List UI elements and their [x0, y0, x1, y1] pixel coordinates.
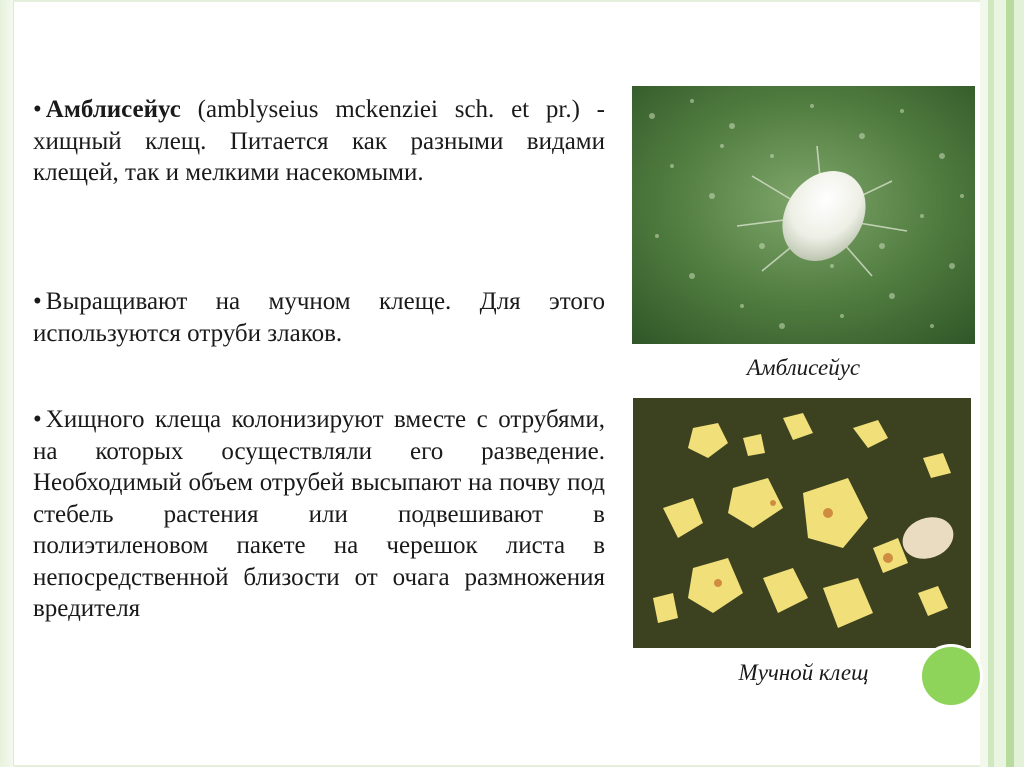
paragraph-text: Хищного клеща колонизируют вместе с отрубями, на которых осуществляли его разведение. Необходимый объем отрубей высыпают на почву под стебель растения или подвешивают в полиэтиленовом пакете на черешок листа в непосредственной близости от очага размножения вредителя	[33, 406, 605, 622]
slide-frame-right	[980, 0, 1024, 767]
bullet-marker: •	[33, 288, 42, 315]
paragraph-amblyseius	[33, 94, 605, 189]
paragraph-text: (amblyseius mckenziei sch. et pr.) - хищный клещ. Питается как разными видами клещей, так и мелкими насекомыми.	[33, 96, 605, 186]
paragraph-text: Выращивают на мучном клеще. Для этого используются отруби злаков.	[33, 288, 605, 347]
slide-frame-top	[13, 0, 980, 2]
paragraph-colonization	[33, 404, 605, 625]
bullet-marker: •	[33, 406, 42, 433]
paragraph-bold-term: Амблисейус	[45, 96, 181, 123]
slide-frame-left	[0, 0, 14, 767]
decorative-green-circle	[919, 644, 983, 708]
flour-mite-photo	[633, 398, 971, 648]
amblyseius-caption: Амблисейус	[746, 355, 861, 380]
bullet-marker: •	[33, 96, 42, 123]
flour-mite-caption: Мучной клещ	[738, 660, 869, 685]
amblyseius-photo	[632, 86, 975, 344]
paragraph-rearing	[33, 286, 605, 349]
